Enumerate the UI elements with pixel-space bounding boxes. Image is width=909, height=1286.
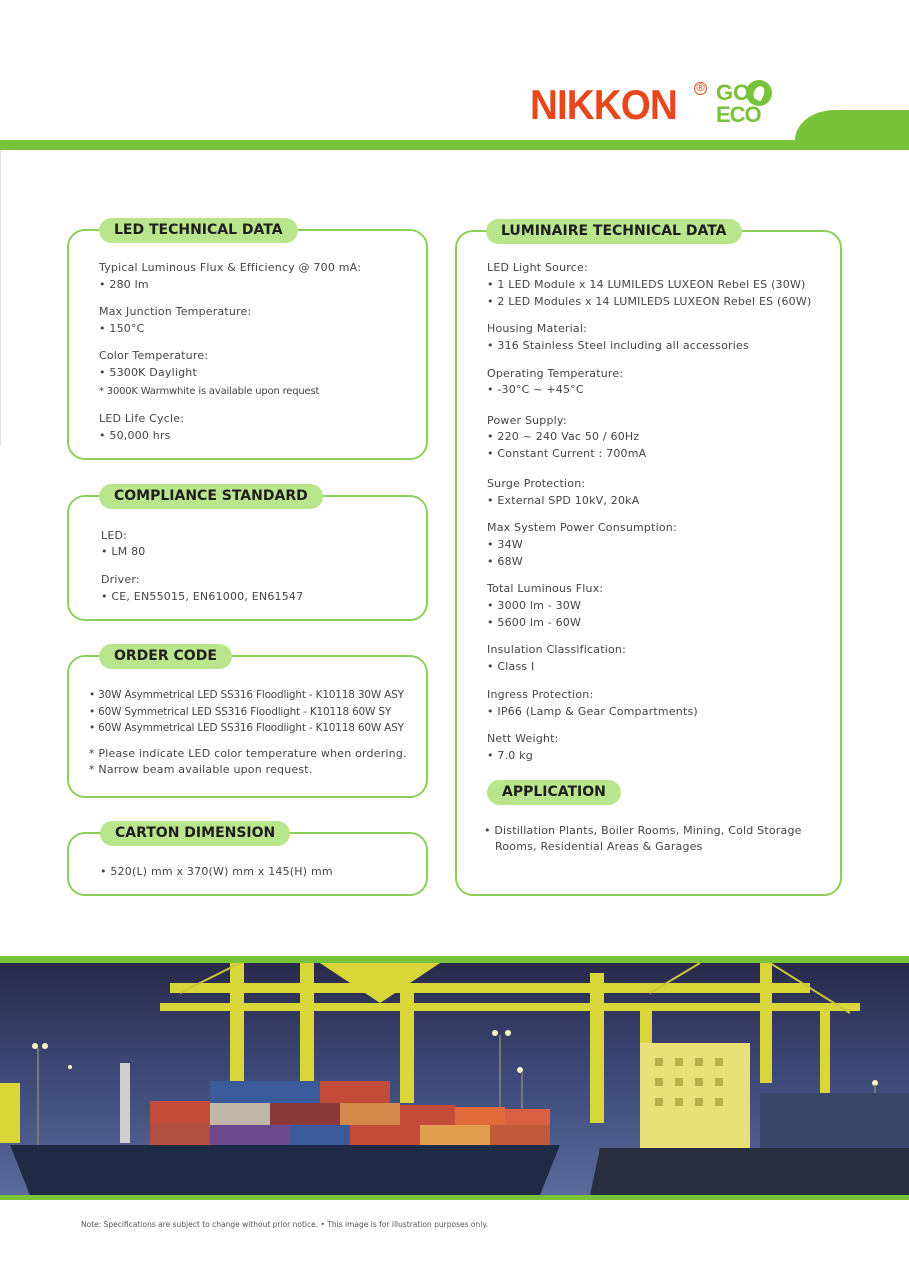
order-note-1: * Please indicate LED color temperature when ordering. — [89, 747, 407, 760]
flux-label: Typical Luminous Flux & Efficiency @ 700 mA: — [99, 261, 362, 274]
order-code-panel — [67, 648, 428, 798]
compliance-driver-label: Driver: — [101, 573, 140, 586]
power-label: Power Supply: — [487, 414, 567, 427]
insulation-label: Insulation Classification: — [487, 643, 626, 656]
compliance-panel — [67, 488, 428, 621]
brand-name: NIKKON — [530, 81, 677, 128]
compliance-driver-value: • CE, EN55015, EN61000, EN61547 — [101, 590, 304, 603]
application-line-2: Rooms, Residential Areas & Garages — [495, 840, 703, 853]
operating-value: • -30°C ~ +45°C — [487, 383, 584, 396]
side-rule — [0, 150, 1, 446]
nikkon-logo — [530, 80, 780, 130]
port-scene-illustration — [0, 963, 909, 1195]
flux-value: • 280 lm — [99, 278, 149, 291]
junction-value: • 150°C — [99, 322, 145, 335]
carton-panel — [67, 825, 428, 896]
source-label: LED Light Source: — [487, 261, 588, 274]
carton-title: CARTON DIMENSION — [100, 821, 290, 846]
housing-label: Housing Material: — [487, 322, 588, 335]
registered-mark: ® — [695, 81, 706, 94]
order-code-title: ORDER CODE — [99, 644, 232, 669]
order-item-1: • 30W Asymmetrical LED SS316 Floodlight - K10118 30W ASY — [89, 689, 404, 701]
compliance-led-value: • LM 80 — [101, 545, 146, 558]
photo-bottom-band — [0, 1195, 909, 1200]
port-cranes-photo — [0, 963, 909, 1195]
operating-label: Operating Temperature: — [487, 367, 624, 380]
source-value-2: • 2 LED Modules x 14 LUMILEDS LUXEON Rebel ES (60W) — [487, 295, 812, 308]
power-value-2: • Constant Current : 700mA — [487, 447, 647, 460]
order-item-2: • 60W Symmetrical LED SS316 Floodlight - K10118 60W SY — [89, 706, 392, 718]
order-item-3: • 60W Asymmetrical LED SS316 Floodlight - K10118 60W ASY — [89, 722, 404, 734]
order-note-2: * Narrow beam available upon request. — [89, 763, 313, 776]
power-value-1: • 220 ~ 240 Vac 50 / 60Hz — [487, 430, 640, 443]
total-flux-value-2: • 5600 lm - 60W — [487, 616, 582, 629]
surge-label: Surge Protection: — [487, 477, 586, 490]
carton-value: • 520(L) mm x 370(W) mm x 145(H) mm — [100, 865, 333, 878]
go-eco-line1: GO — [716, 80, 751, 105]
compliance-title: COMPLIANCE STANDARD — [99, 484, 323, 509]
ingress-label: Ingress Protection: — [487, 688, 594, 701]
led-technical-title: LED TECHNICAL DATA — [99, 218, 298, 243]
life-cycle-label: LED Life Cycle: — [99, 412, 185, 425]
color-temp-label: Color Temperature: — [99, 349, 209, 362]
color-temp-note: * 3000K Warmwhite is available upon request — [99, 386, 320, 397]
source-value-1: • 1 LED Module x 14 LUMILEDS LUXEON Rebel ES (30W) — [487, 278, 806, 291]
life-cycle-value: • 50,000 hrs — [99, 429, 171, 442]
compliance-led-label: LED: — [101, 529, 128, 542]
consumption-label: Max System Power Consumption: — [487, 521, 677, 534]
footer-note: Note: Specifications are subject to change without prior notice. • This image is for illustration purposes only. — [81, 1220, 489, 1229]
weight-label: Nett Weight: — [487, 732, 559, 745]
led-technical-panel — [67, 222, 428, 460]
go-eco-line2: ECO — [716, 102, 761, 127]
weight-value: • 7.0 kg — [487, 749, 533, 762]
luminaire-title: LUMINAIRE TECHNICAL DATA — [486, 219, 742, 244]
application-title: APPLICATION — [487, 780, 621, 805]
junction-label: Max Junction Temperature: — [99, 305, 252, 318]
application-line-1: • Distillation Plants, Boiler Rooms, Mining, Cold Storage — [484, 824, 802, 837]
ingress-value: • IP66 (Lamp & Gear Compartments) — [487, 705, 698, 718]
consumption-value-2: • 68W — [487, 555, 523, 568]
photo-top-band — [0, 956, 909, 963]
header-band — [0, 140, 909, 150]
housing-value: • 316 Stainless Steel including all accessories — [487, 339, 749, 352]
color-temp-value: • 5300K Daylight — [99, 366, 197, 379]
surge-value: • External SPD 10kV, 20kA — [487, 494, 640, 507]
go-eco-logo — [716, 80, 776, 128]
total-flux-label: Total Luminous Flux: — [487, 582, 604, 595]
luminaire-panel — [455, 223, 842, 896]
consumption-value-1: • 34W — [487, 538, 523, 551]
total-flux-value-1: • 3000 lm - 30W — [487, 599, 582, 612]
insulation-value: • Class I — [487, 660, 535, 673]
